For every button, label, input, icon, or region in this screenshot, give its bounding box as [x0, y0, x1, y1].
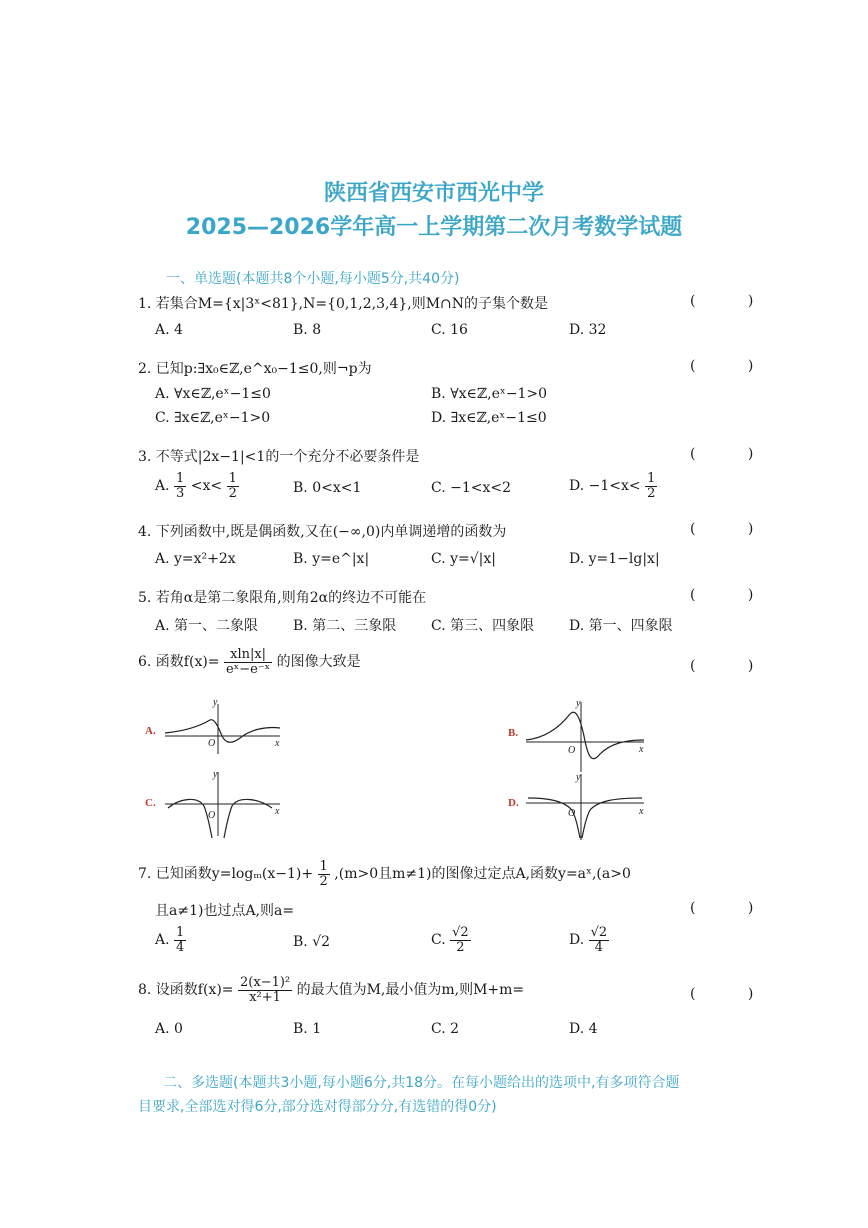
q7-option-b: B. √2: [293, 934, 331, 950]
q4-option-a: A. y=x²+2x: [155, 551, 236, 567]
fraction: $\frac{1}{2}$: [647, 471, 656, 501]
x-axis-label: x: [275, 806, 280, 817]
x-axis-label: x: [275, 738, 280, 749]
q7-option-d: D. $\frac{√2}{4}$: [569, 925, 608, 955]
y-axis-label: y: [213, 769, 218, 780]
q5-option-d: D. 第一、四象限: [569, 618, 673, 634]
q3-option-d: D. −1<x< $\frac{1}{2}$: [569, 471, 656, 501]
y-axis-label: y: [576, 772, 581, 783]
q3-option-b: B. 0<x<1: [293, 480, 362, 496]
origin-label: O: [208, 738, 216, 749]
curve: [526, 712, 644, 758]
answer-blank: ( ): [690, 521, 778, 537]
fraction: $\frac{√2}{4}$: [590, 925, 608, 955]
q2-option-a: A. ∀x∈ℤ,eˣ−1≤0: [155, 386, 271, 402]
q1-option-d: D. 32: [569, 322, 607, 338]
y-axis-label: y: [213, 697, 218, 708]
fraction: $\frac{1}{2}$: [319, 859, 328, 889]
question-7-stem-line2: 且a≠1)也过点A,则a=: [155, 903, 295, 919]
graph-label-a: A.: [145, 725, 156, 737]
q5-option-c: C. 第三、四象限: [431, 618, 535, 634]
q7-option-a: A. $\frac{1}{4}$: [155, 925, 185, 955]
y-axis-label: y: [576, 698, 581, 709]
question-4-stem: 4. 下列函数中,既是偶函数,又在(−∞,0)内单调递增的函数为: [138, 524, 507, 540]
answer-blank: ( ): [690, 900, 778, 916]
graph-b: [504, 696, 654, 774]
curve-right: [582, 798, 642, 838]
q2-option-c: C. ∃x∈ℤ,eˣ−1>0: [155, 410, 271, 426]
q4-option-b: B. y=e^|x|: [293, 551, 370, 567]
q4-option-c: C. y=√|x|: [431, 551, 497, 567]
q2-option-d: D. ∃x∈ℤ,eˣ−1≤0: [431, 410, 547, 426]
curve-left: [168, 799, 212, 838]
answer-blank: ( ): [690, 293, 778, 309]
curve-right: [224, 799, 272, 838]
q1-option-b: B. 8: [293, 322, 322, 338]
fraction: $\frac{1}{4}$: [176, 925, 185, 955]
q8-option-c: C. 2: [431, 1021, 460, 1037]
q4-option-d: D. y=1−lg|x|: [569, 551, 660, 567]
q1-option-c: C. 16: [431, 322, 468, 338]
q8-option-a: A. 0: [155, 1021, 183, 1037]
fraction: $\frac{√2}{2}$: [452, 925, 469, 955]
q8-option-d: D. 4: [569, 1021, 598, 1037]
origin-label: O: [568, 745, 576, 756]
school-title: 陕西省西安市西光中学: [323, 181, 544, 206]
question-8-stem: 8. 设函数f(x)= $\frac{\text{2(x−1)²}}{\text{x²+1}}$ 的最大值为M,最小值为m,则M+m=: [138, 975, 525, 1005]
exam-title: 2025—2026学年高一上学期第二次月考数学试题: [185, 215, 683, 240]
section-heading-single-choice: 一、单选题(本题共8个小题,每小题5分,共40分): [166, 271, 460, 287]
question-1-stem: 1. 若集合M={x|3ˣ<81},N={0,1,2,3,4},则M∩N的子集个数是: [138, 296, 549, 312]
answer-blank: ( ): [690, 986, 778, 1002]
q8-option-b: B. 1: [293, 1021, 322, 1037]
question-6-stem: 6. 函数f(x)= $\frac{xln|x|}{\text{eˣ−e⁻ˣ}}$ 的图像大致是: [138, 647, 361, 677]
x-axis-label: x: [639, 744, 644, 755]
q2-option-b: B. ∀x∈ℤ,eˣ−1>0: [431, 386, 548, 402]
question-5-stem: 5. 若角α是第二象限角,则角2α的终边不可能在: [138, 590, 427, 606]
q5-option-b: B. 第二、三象限: [293, 618, 397, 634]
q3-option-c: C. −1<x<2: [431, 480, 512, 496]
fraction: $\frac{xln|x|}{\text{eˣ−e⁻ˣ}}$: [226, 647, 271, 677]
graph-label-b: B.: [508, 727, 519, 739]
q3-option-a: A. $\frac{1}{3}$ <x< $\frac{1}{2}$: [155, 471, 237, 501]
answer-blank: ( ): [690, 587, 778, 603]
answer-blank: ( ): [690, 446, 778, 462]
fraction: $\frac{\text{2(x−1)²}}{\text{x²+1}}$: [240, 975, 291, 1005]
answer-blank: ( ): [690, 358, 778, 374]
graph-label-c: C.: [145, 797, 156, 809]
q5-option-a: A. 第一、二象限: [155, 618, 259, 634]
graph-c: [140, 766, 290, 840]
q1-option-a: A. 4: [155, 322, 183, 338]
q7-option-c: C. $\frac{√2}{2}$: [431, 925, 469, 955]
origin-label: O: [208, 810, 216, 821]
origin-label: O: [568, 808, 576, 819]
curve: [165, 720, 280, 743]
graph-label-d: D.: [508, 797, 519, 809]
graph-a: [140, 696, 290, 756]
fraction: $\frac{1}{3}$: [176, 471, 185, 501]
question-2-stem: 2. 已知p:∃x₀∈ℤ,e^x₀−1≤0,则¬p为: [138, 361, 372, 377]
question-7-stem: 7. 已知函数y=logₘ(x−1)+ $\frac{1}{2}$ ,(m>0且m≠1)的图像过定点A,函数y=aˣ,(a>0: [138, 859, 631, 889]
question-3-stem: 3. 不等式|2x−1|<1的一个充分不必要条件是: [138, 449, 420, 465]
section-heading-multi-choice-line1: 二、多选题(本题共3小题,每小题6分,共18分。在每小题给出的选项中,有多项符合题: [163, 1075, 680, 1091]
graph-d: [504, 770, 654, 842]
answer-blank: ( ): [690, 658, 778, 674]
section-heading-multi-choice-line2: 目要求,全部选对得6分,部分选对得部分分,有选错的得0分): [138, 1099, 497, 1115]
x-axis-label: x: [639, 806, 644, 817]
fraction: $\frac{1}{2}$: [228, 471, 237, 501]
